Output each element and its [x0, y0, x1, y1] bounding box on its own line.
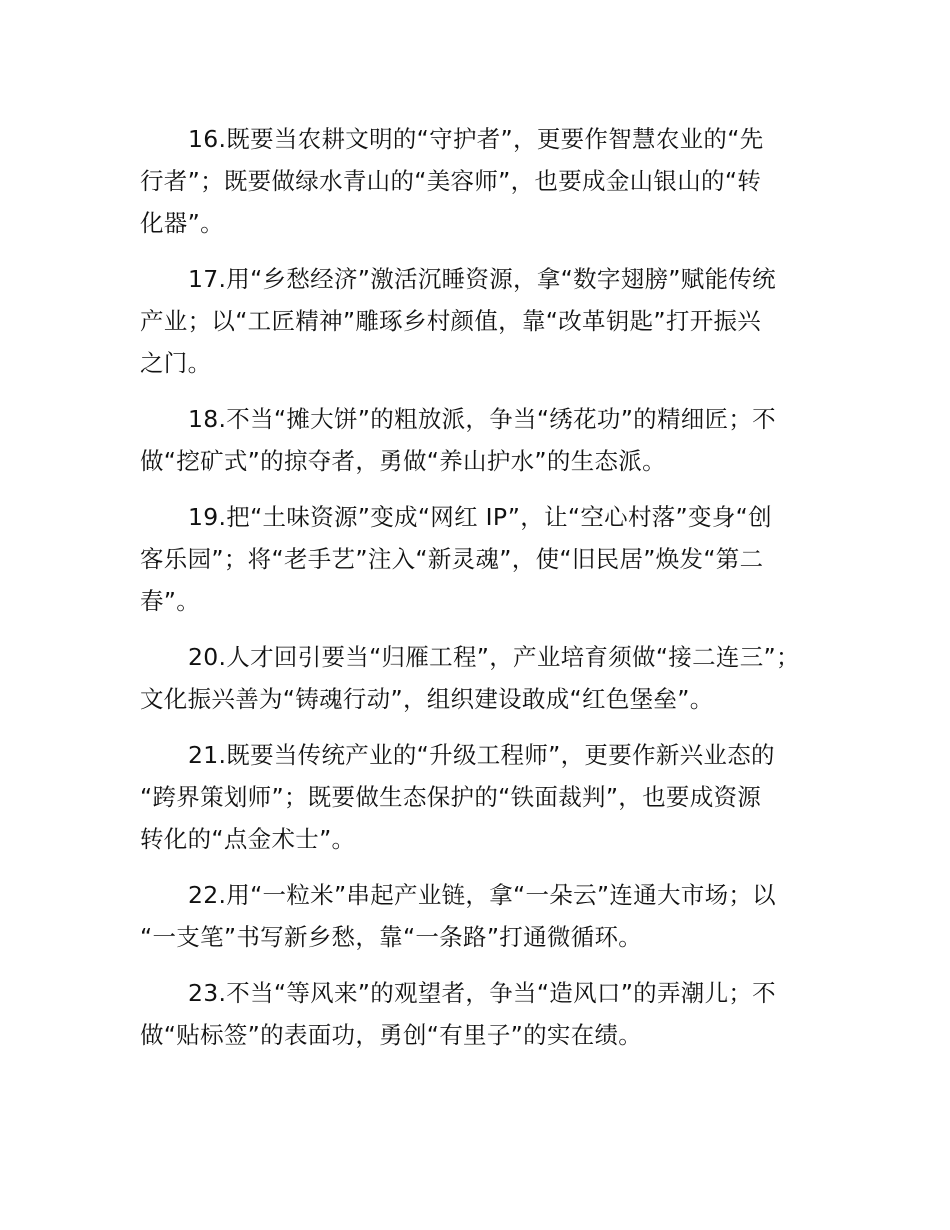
paragraph [140, 496, 840, 622]
paragraph-line: “一支笔”书写新乡愁，靠“一条路”打通微循环。 [140, 923, 643, 951]
paragraph [140, 636, 840, 720]
paragraph-line: 春”。 [140, 587, 201, 615]
paragraph-line: 做“挖矿式”的掠夺者，勇做“养山护水”的生态派。 [140, 447, 666, 475]
paragraph-line: 22.用“一粒米”串起产业链，拿“一朵云”连通大市场；以 [188, 881, 776, 909]
paragraph-line: 17.用“乡愁经济”激活沉睡资源，拿“数字翅膀”赋能传统 [188, 265, 776, 293]
paragraph-line: 做“贴标签”的表面功，勇创“有里子”的实在绩。 [140, 1021, 643, 1049]
paragraph-line: 文化振兴善为“铸魂行动”，组织建设敢成“红色堡垒”。 [140, 685, 714, 713]
paragraph-line: 19.把“土味资源”变成“网红 IP”，让“空心村落”变身“创 [188, 503, 772, 531]
paragraph [140, 398, 840, 482]
paragraph-line: 16.既要当农耕文明的“守护者”，更要作智慧农业的“先 [188, 125, 764, 153]
paragraph [140, 874, 840, 958]
paragraph-line: 18.不当“摊大饼”的粗放派，争当“绣花功”的精细匠；不 [188, 405, 776, 433]
document-page [140, 118, 840, 1070]
paragraph-line: 21.既要当传统产业的“升级工程师”，更要作新兴业态的 [188, 741, 775, 769]
paragraph [140, 972, 840, 1056]
paragraph-line: 20.人才回引要当“归雁工程”，产业培育须做“接二连三”； [188, 643, 800, 671]
paragraph [140, 258, 840, 384]
paragraph-line: 化器”。 [140, 209, 224, 237]
paragraph [140, 734, 840, 860]
paragraph-line: 之门。 [140, 349, 212, 377]
paragraph-line: 行者”；既要做绿水青山的“美容师”，也要成金山银山的“转 [140, 167, 762, 195]
paragraph [140, 118, 840, 244]
paragraph-line: 转化的“点金术士”。 [140, 825, 356, 853]
paragraph-line: “跨界策划师”；既要做生态保护的“铁面裁判”，也要成资源 [140, 783, 762, 811]
paragraph-line: 客乐园”；将“老手艺”注入“新灵魂”，使“旧民居”焕发“第二 [140, 545, 764, 573]
paragraph-line: 23.不当“等风来”的观望者，争当“造风口”的弄潮儿；不 [188, 979, 776, 1007]
paragraph-line: 产业；以“工匠精神”雕琢乡村颜值，靠“改革钥匙”打开振兴 [140, 307, 762, 335]
